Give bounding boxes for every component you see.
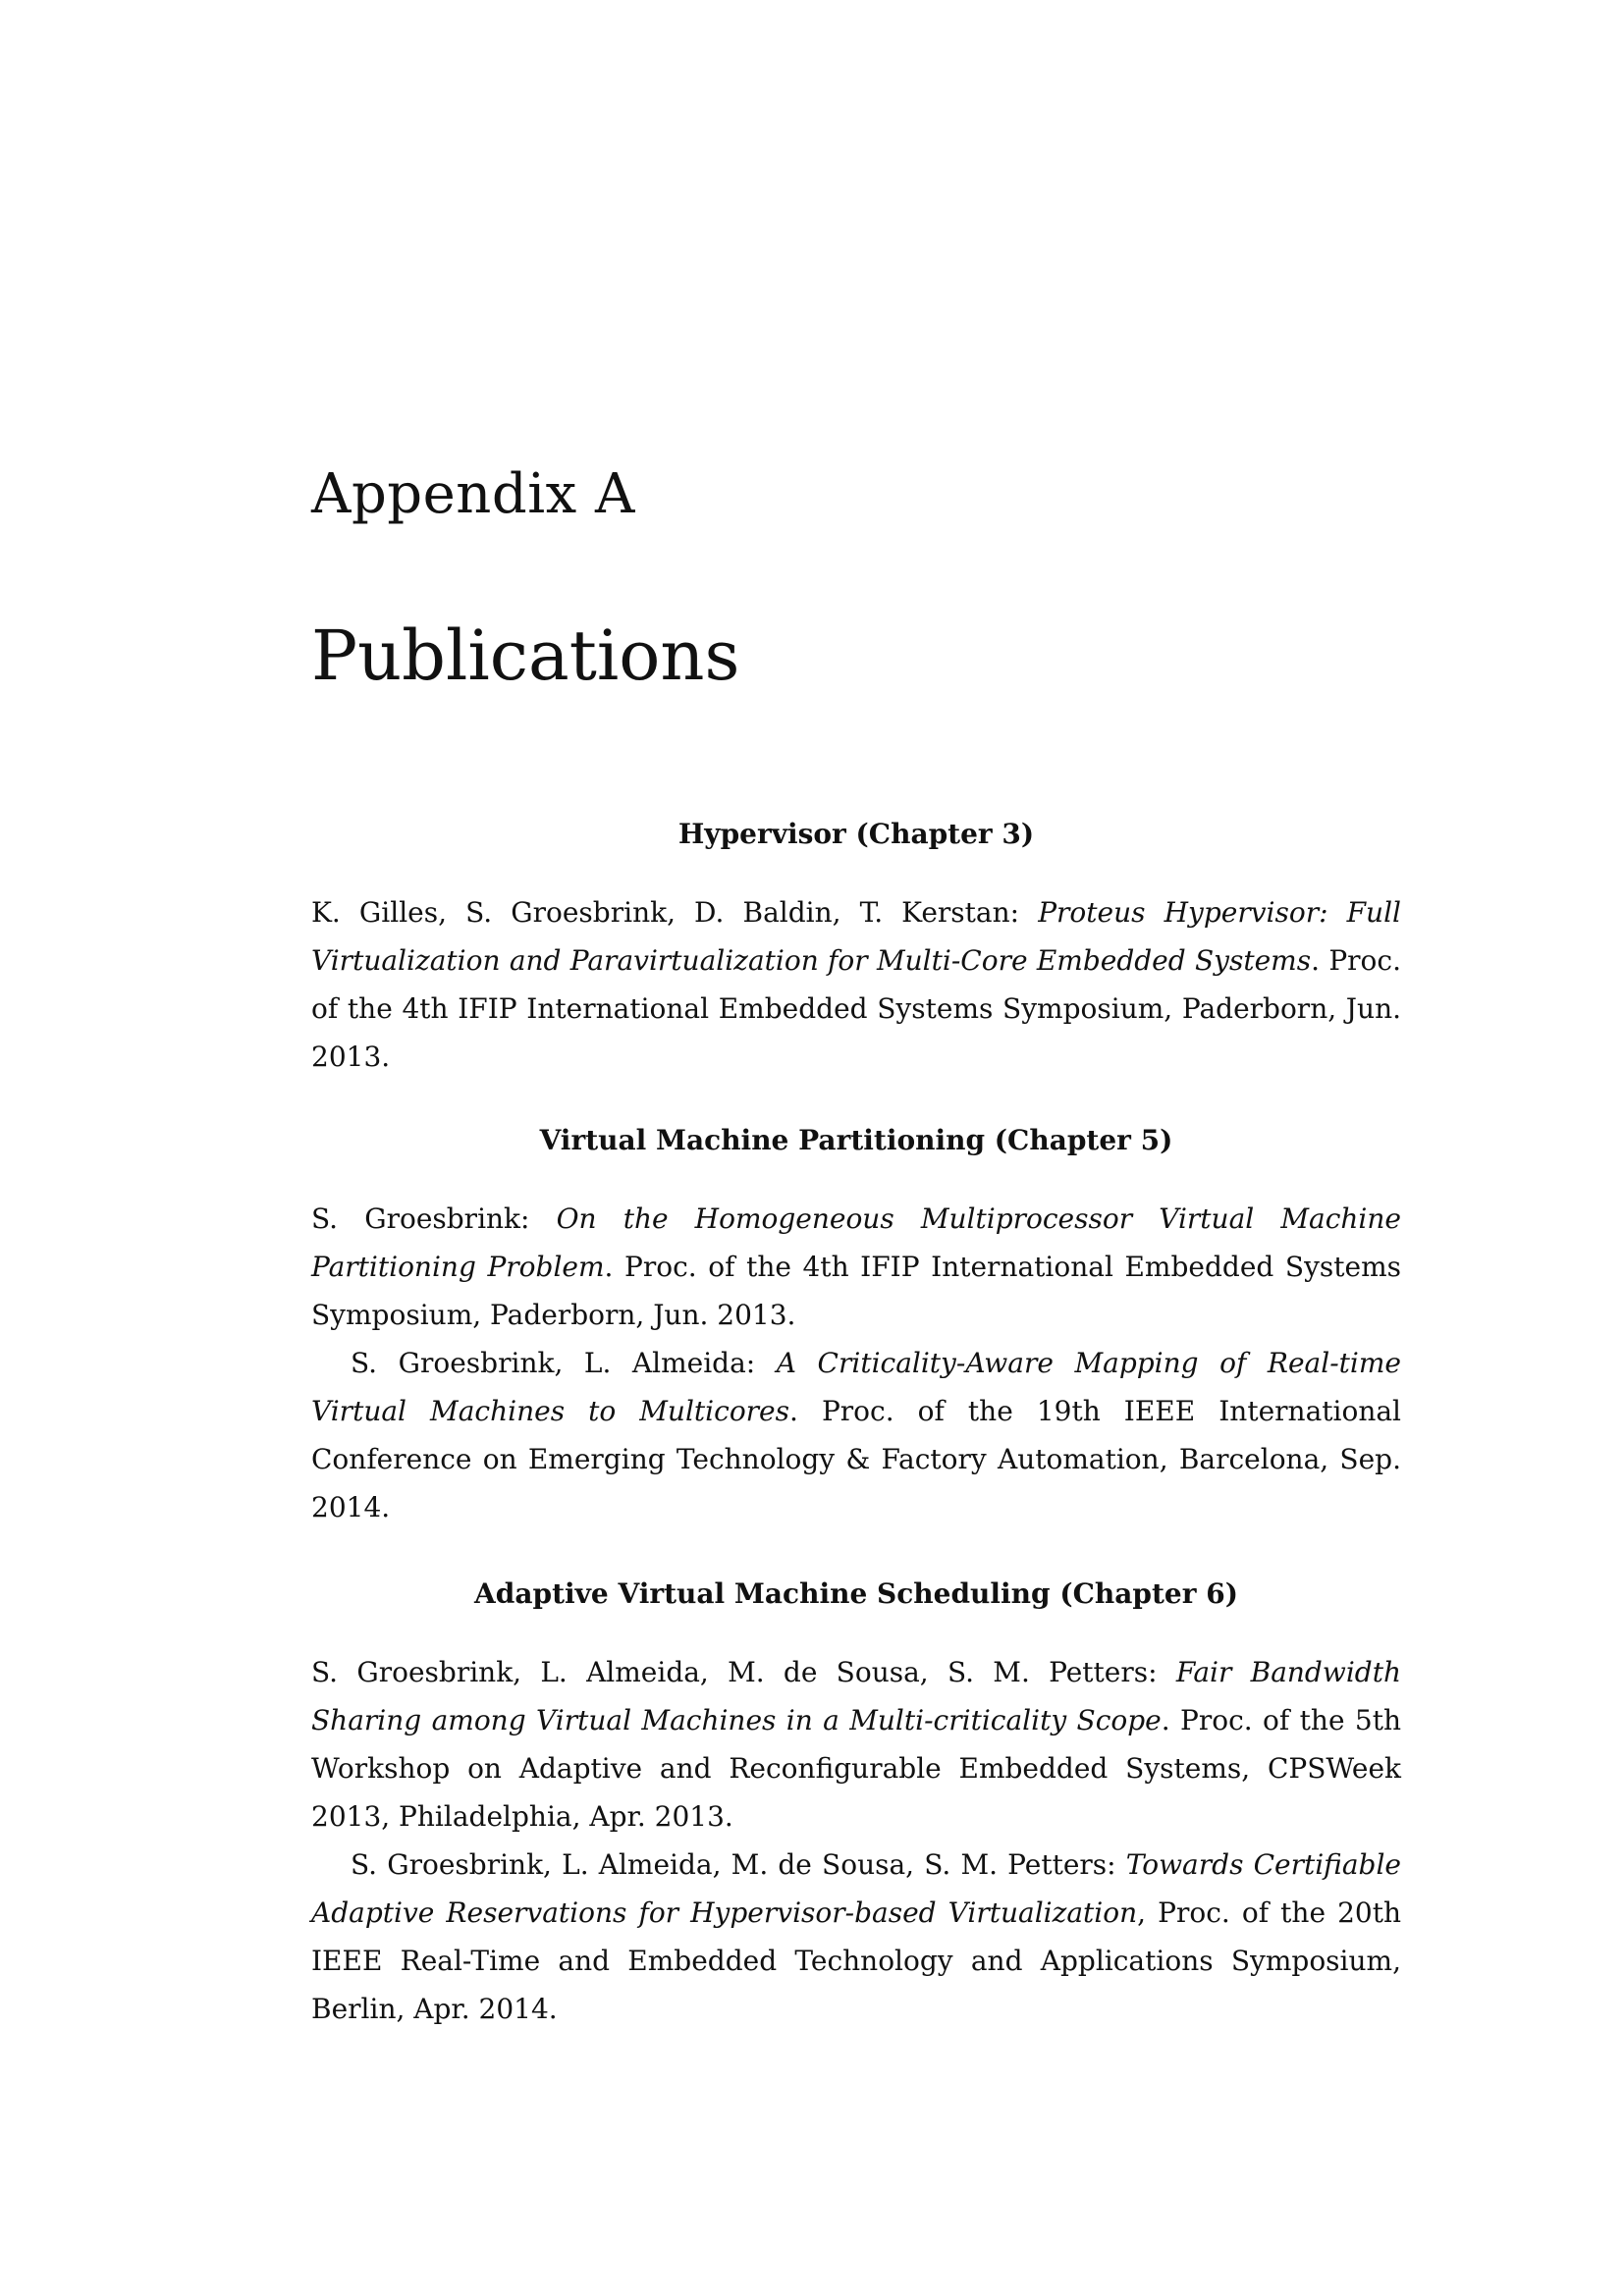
publication-venue: . Proc. of the 4th IFIP International Embedded Systems Symposium, Paderborn, Jun. 2013.: [311, 944, 1401, 1073]
section-heading: Hypervisor (Chapter 3): [677, 818, 1035, 850]
section-vm-partitioning: [311, 1124, 1401, 1531]
publication-title: Towards Certifiable Adaptive Reservations for Hypervisor-based Virtualization: [311, 1848, 1401, 1929]
section-heading: Virtual Machine Partitioning (Chapter 5): [539, 1124, 1173, 1156]
chapter-number: Appendix A: [311, 462, 635, 526]
publication-authors: S. Groesbrink, L. Almeida, M. de Sousa, S. M. Petters:: [311, 1656, 1176, 1688]
publication-venue: . Proc. of the 4th IFIP International Embedded Systems Symposium, Paderborn, Jun. 2013.: [311, 1251, 1402, 1331]
publication-title: Proteus Hypervisor: Full Virtualization and Paravirtualization for Multi-Core Embedded Systems: [311, 896, 1401, 977]
section-adaptive-scheduling: [311, 1577, 1401, 2033]
publication-authors: S. Groesbrink, L. Almeida, M. de Sousa, S. M. Petters:: [351, 1848, 1126, 1881]
publication-entry: [311, 1195, 1401, 1339]
publication-authors: K. Gilles, S. Groesbrink, D. Baldin, T. Kerstan:: [311, 896, 1039, 929]
publication-venue: . Proc. of the 5th Workshop on Adaptive and Reconfigurable Embedded Systems, CPSWeek 2013, Philadelphia, Apr. 2013.: [311, 1704, 1401, 1833]
publication-entry: [311, 1841, 1401, 2033]
publication-title: A Criticality-Aware Mapping of Real-time Virtual Machines to Multicores: [311, 1347, 1401, 1427]
publication-entry: [311, 888, 1401, 1081]
publication-title: On the Homogeneous Multiprocessor Virtual Machine Partitioning Problem: [311, 1202, 1401, 1283]
section-hypervisor: [311, 818, 1401, 1081]
publication-title: Fair Bandwidth Sharing among Virtual Machines in a Multi-criticality Scope: [311, 1656, 1401, 1736]
publication-venue: , Proc. of the 20th IEEE Real-Time and Embedded Technology and Applications Symposium, Berlin, Apr. 2014.: [311, 1896, 1401, 2025]
publication-entry: [311, 1648, 1401, 1841]
publication-venue: . Proc. of the 19th IEEE International Conference on Emerging Technology & Factory Automation, Barcelona, Sep. 2014.: [311, 1395, 1402, 1523]
publication-entry: [311, 1339, 1401, 1531]
chapter-title: Publications: [311, 615, 740, 696]
publication-authors: S. Groesbrink, L. Almeida:: [351, 1347, 777, 1379]
section-heading: Adaptive Virtual Machine Scheduling (Chapter 6): [474, 1577, 1238, 1610]
publication-authors: S. Groesbrink:: [311, 1202, 557, 1235]
